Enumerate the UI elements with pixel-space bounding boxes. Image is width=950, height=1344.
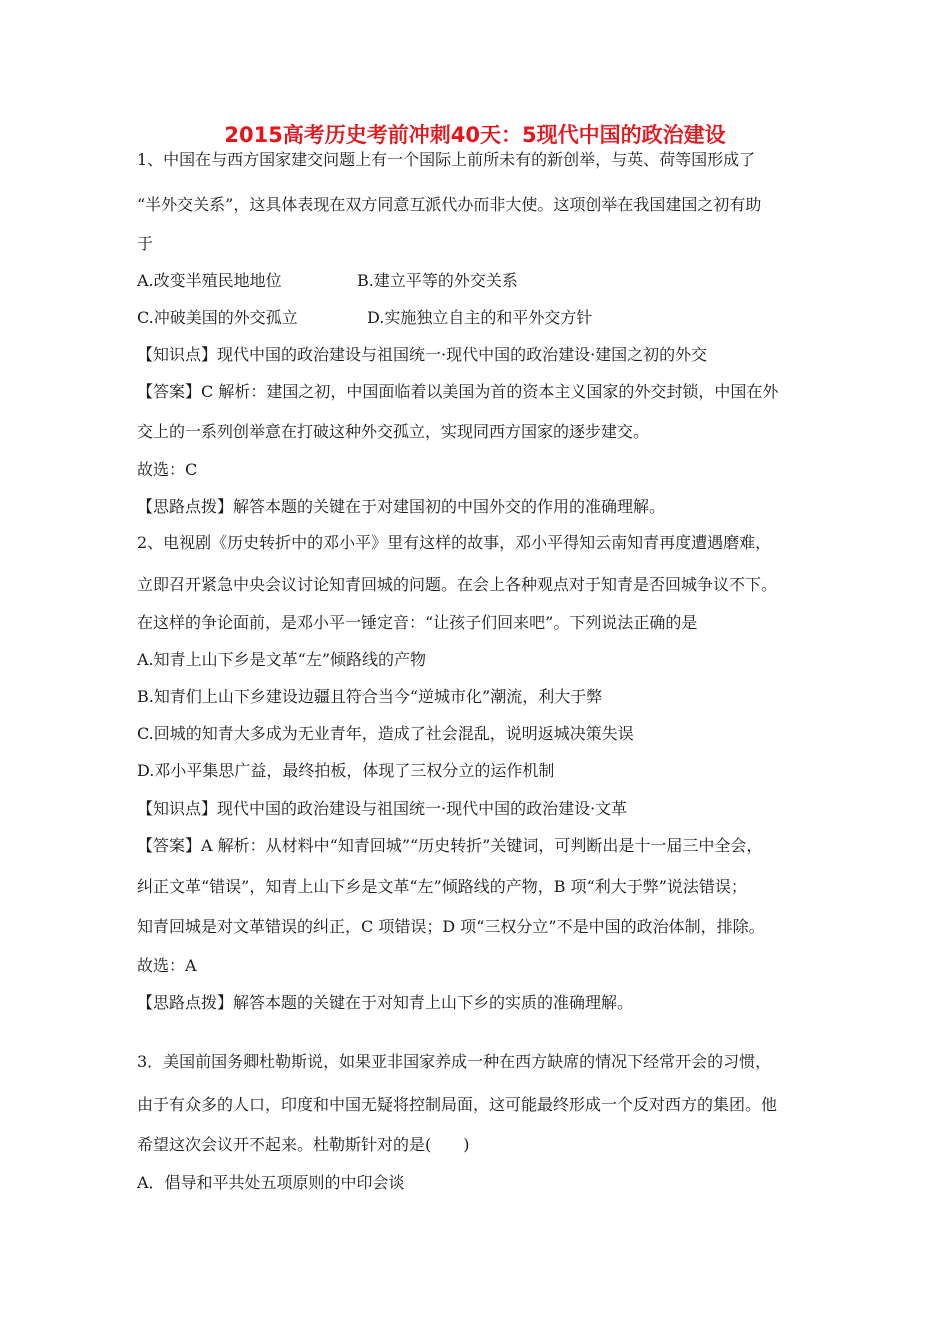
q2-choice: 故选：A	[137, 956, 197, 975]
page-title: 2015高考历史考前冲刺40天：5现代中国的政治建设	[224, 123, 726, 147]
q2-stem-line-3: 在这样的争论面前，是邓小平一锤定音：“让孩子们回来吧”。下列说法正确的是	[137, 613, 698, 632]
q2-stem-line-1: 2、电视剧《历史转折中的邓小平》里有这样的故事，邓小平得知云南知青再度遭遇磨难，	[137, 533, 772, 552]
q1-choice: 故选：C	[137, 460, 198, 479]
q1-option-a: A.改变半殖民地地位	[137, 271, 282, 290]
q2-option-a: A.知青上山下乡是文革“左”倾路线的产物	[137, 650, 427, 669]
q2-option-d: D.邓小平集思广益，最终拍板，体现了三权分立的运作机制	[137, 761, 555, 780]
q1-tip: 【思路点拨】解答本题的关键在于对建国初的中国外交的作用的准确理解。	[137, 497, 666, 516]
q2-answer-line-2: 纠正文革“错误”，知青上山下乡是文革“左”倾路线的产物，B 项“利大于弊”说法错误；	[137, 877, 747, 896]
q1-answer-line-2: 交上的一系列创举意在打破这种外交孤立，实现同西方国家的逐步建交。	[137, 422, 650, 441]
q1-stem-line-3: 于	[137, 234, 154, 253]
q3-option-a: A．倡导和平共处五项原则的中印会谈	[137, 1173, 405, 1192]
q1-option-d: D.实施独立自主的和平外交方针	[367, 308, 593, 327]
q1-stem-line-1: 1、中国在与西方国家建交问题上有一个国际上前所未有的新创举，与英、荷等国形成了	[137, 150, 756, 169]
q2-option-b: B.知青们上山下乡建设边疆且符合当今“逆城市化”潮流，利大于弊	[137, 687, 603, 706]
q1-option-b: B.建立平等的外交关系	[357, 271, 518, 290]
q1-answer-line-1: 【答案】C 解析：建国之初，中国面临着以美国为首的资本主义国家的外交封锁，中国在外	[137, 382, 779, 401]
q1-knowledge-point: 【知识点】现代中国的政治建设与祖国统一·现代中国的政治建设·建国之初的外交	[137, 345, 708, 364]
q3-stem-line-1: 3．美国前国务卿杜勒斯说，如果亚非国家养成一种在西方缺席的情况下经常开会的习惯，	[137, 1052, 772, 1071]
q2-knowledge-point: 【知识点】现代中国的政治建设与祖国统一·现代中国的政治建设·文革	[137, 799, 628, 818]
q3-stem-line-3: 希望这次会议开不起来。杜勒斯针对的是( )	[137, 1135, 470, 1154]
q3-stem-line-2: 由于有众多的人口，印度和中国无疑将控制局面，这可能最终形成一个反对西方的集团。他	[137, 1095, 778, 1114]
q2-option-c: C.回城的知青大多成为无业青年，造成了社会混乱，说明返城决策失误	[137, 724, 634, 743]
q1-stem-line-2: “半外交关系”，这具体表现在双方同意互派代办而非大使。这项创举在我国建国之初有助	[137, 195, 762, 214]
q2-answer-line-1: 【答案】A 解析：从材料中“知青回城”“历史转折”关键词，可判断出是十一届三中全会，	[137, 836, 763, 855]
q2-answer-line-3: 知青回城是对文革错误的纠正，C 项错误；D 项“三权分立”不是中国的政治体制，排除。	[137, 917, 765, 936]
q2-tip: 【思路点拨】解答本题的关键在于对知青上山下乡的实质的准确理解。	[137, 993, 634, 1012]
q1-option-c: C.冲破美国的外交孤立	[137, 308, 298, 327]
q2-stem-line-2: 立即召开紧急中央会议讨论知青回城的问题。在会上各种观点对于知青是否回城争议不下。	[137, 575, 778, 594]
